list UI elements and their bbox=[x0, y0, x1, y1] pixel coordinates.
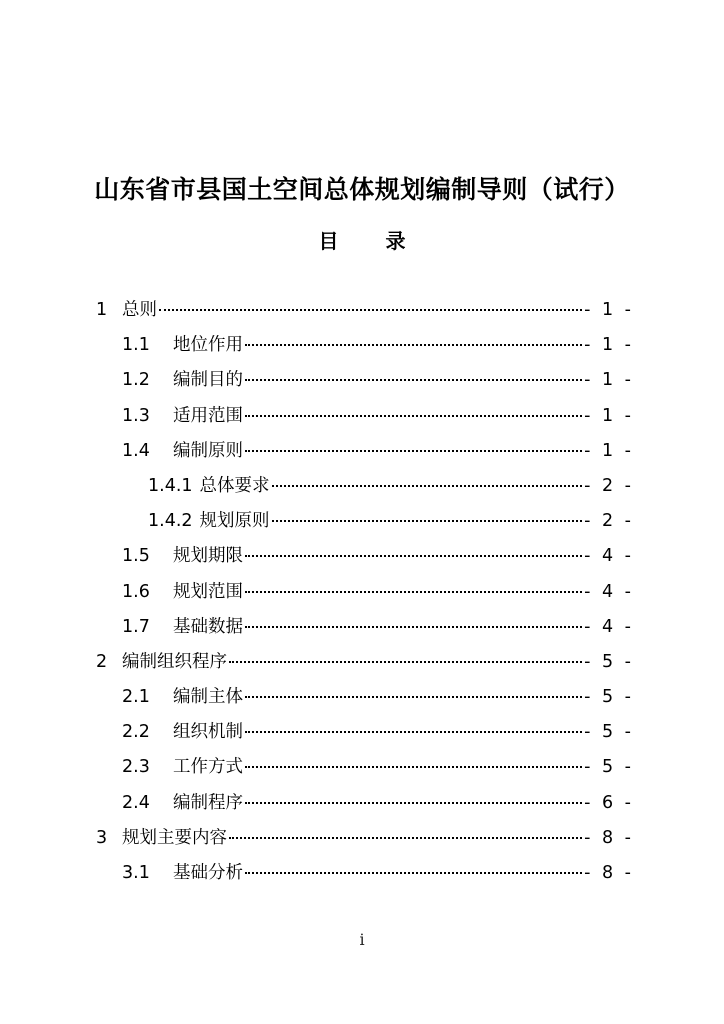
toc-entry[interactable] bbox=[96, 753, 634, 788]
toc-entry[interactable] bbox=[96, 789, 634, 824]
toc-entry-number: 1.4 bbox=[122, 440, 150, 461]
toc-entry[interactable] bbox=[96, 542, 634, 577]
toc-entry[interactable] bbox=[96, 578, 634, 613]
toc-entry[interactable] bbox=[96, 507, 634, 542]
toc-dot-leader bbox=[245, 802, 582, 804]
toc-entry-number: 1.6 bbox=[122, 581, 150, 602]
toc-entry-number: 2.2 bbox=[122, 722, 150, 743]
toc-entry-number: 1.4.1 bbox=[148, 475, 193, 496]
toc-entry-page: - 8 - bbox=[584, 863, 634, 883]
toc-entry-label: 工作方式 bbox=[173, 757, 243, 778]
toc-entry[interactable] bbox=[96, 718, 634, 753]
table-of-contents bbox=[96, 296, 634, 894]
toc-dot-leader bbox=[245, 379, 582, 381]
toc-entry-number: 2.3 bbox=[122, 757, 150, 778]
toc-entry-label: 地位作用 bbox=[173, 335, 243, 356]
toc-entry-page: - 8 - bbox=[584, 827, 634, 848]
toc-entry[interactable] bbox=[96, 683, 634, 718]
toc-entry-label: 适用范围 bbox=[173, 405, 243, 426]
toc-entry-label: 基础分析 bbox=[173, 863, 243, 883]
toc-entry-page: - 5 - bbox=[584, 651, 634, 672]
toc-entry-number: 3.1 bbox=[122, 863, 150, 883]
toc-entry-label: 基础数据 bbox=[173, 616, 243, 637]
toc-entry[interactable] bbox=[96, 648, 634, 683]
toc-entry-number: 1 bbox=[96, 300, 108, 320]
toc-dot-leader bbox=[245, 555, 582, 557]
toc-entry-label: 编制目的 bbox=[173, 370, 243, 391]
toc-entry-label: 编制主体 bbox=[173, 687, 243, 708]
toc-dot-leader bbox=[245, 731, 582, 733]
toc-entry-page: - 5 - bbox=[584, 687, 634, 708]
toc-entry-number: 2.4 bbox=[122, 792, 150, 813]
toc-entry-page: - 1 - bbox=[584, 440, 634, 461]
toc-entry-page: - 5 - bbox=[584, 757, 634, 778]
toc-entry-page: - 1 - bbox=[584, 405, 634, 426]
toc-entry[interactable] bbox=[96, 613, 634, 648]
toc-dot-leader bbox=[245, 591, 582, 593]
toc-entry-page: - 5 - bbox=[584, 722, 634, 743]
toc-dot-leader bbox=[245, 696, 582, 698]
toc-heading: 目 录 bbox=[318, 229, 426, 253]
toc-entry-number: 2.1 bbox=[122, 687, 150, 708]
toc-dot-leader bbox=[245, 344, 582, 346]
toc-dot-leader bbox=[245, 766, 582, 768]
toc-entry-label: 规划主要内容 bbox=[122, 827, 227, 848]
toc-entry-label: 总则 bbox=[122, 300, 157, 320]
toc-entry[interactable] bbox=[96, 859, 634, 894]
toc-entry-label: 规划原则 bbox=[199, 511, 270, 532]
toc-entry-page: - 2 - bbox=[584, 511, 634, 532]
toc-dot-leader bbox=[245, 415, 582, 417]
toc-entry-number: 1.1 bbox=[122, 335, 150, 356]
toc-entry[interactable] bbox=[96, 824, 634, 859]
toc-entry-page: - 6 - bbox=[584, 792, 634, 813]
toc-entry[interactable] bbox=[96, 402, 634, 437]
toc-entry[interactable] bbox=[96, 437, 634, 472]
toc-dot-leader bbox=[229, 661, 582, 663]
toc-entry[interactable] bbox=[96, 366, 634, 401]
toc-entry-label: 编制程序 bbox=[173, 792, 243, 813]
toc-entry-number: 1.7 bbox=[122, 616, 150, 637]
toc-entry-page: - 1 - bbox=[584, 335, 634, 356]
toc-entry-number: 3 bbox=[96, 827, 108, 848]
toc-entry-page: - 4 - bbox=[584, 581, 634, 602]
toc-entry-label: 组织机制 bbox=[173, 722, 243, 743]
toc-entry-number: 1.3 bbox=[122, 405, 150, 426]
toc-entry-label: 编制原则 bbox=[173, 440, 243, 461]
toc-entry[interactable] bbox=[96, 296, 634, 331]
toc-entry-label: 规划范围 bbox=[173, 581, 243, 602]
toc-entry-page: - 4 - bbox=[584, 616, 634, 637]
toc-dot-leader bbox=[159, 309, 582, 311]
toc-dot-leader bbox=[272, 520, 583, 522]
toc-entry-number: 1.2 bbox=[122, 370, 150, 391]
toc-entry-page: - 4 - bbox=[584, 546, 634, 567]
toc-entry-number: 2 bbox=[96, 651, 108, 672]
toc-entry-label: 规划期限 bbox=[173, 546, 243, 567]
toc-dot-leader bbox=[245, 450, 582, 452]
toc-entry[interactable] bbox=[96, 472, 634, 507]
toc-dot-leader bbox=[229, 837, 582, 839]
toc-entry-number: 1.5 bbox=[122, 546, 150, 567]
toc-entry-number: 1.4.2 bbox=[148, 511, 193, 532]
toc-entry-label: 编制组织程序 bbox=[122, 651, 227, 672]
toc-dot-leader bbox=[272, 485, 583, 487]
document-title: 山东省市县国土空间总体规划编制导则（试行） bbox=[94, 175, 630, 204]
toc-entry-page: - 1 - bbox=[584, 300, 634, 320]
toc-dot-leader bbox=[245, 626, 582, 628]
toc-entry[interactable] bbox=[96, 331, 634, 366]
toc-entry-page: - 2 - bbox=[584, 475, 634, 496]
toc-entry-page: - 1 - bbox=[584, 370, 634, 391]
footer-page-number: i bbox=[359, 930, 365, 949]
toc-dot-leader bbox=[245, 872, 582, 874]
toc-entry-label: 总体要求 bbox=[199, 475, 270, 496]
